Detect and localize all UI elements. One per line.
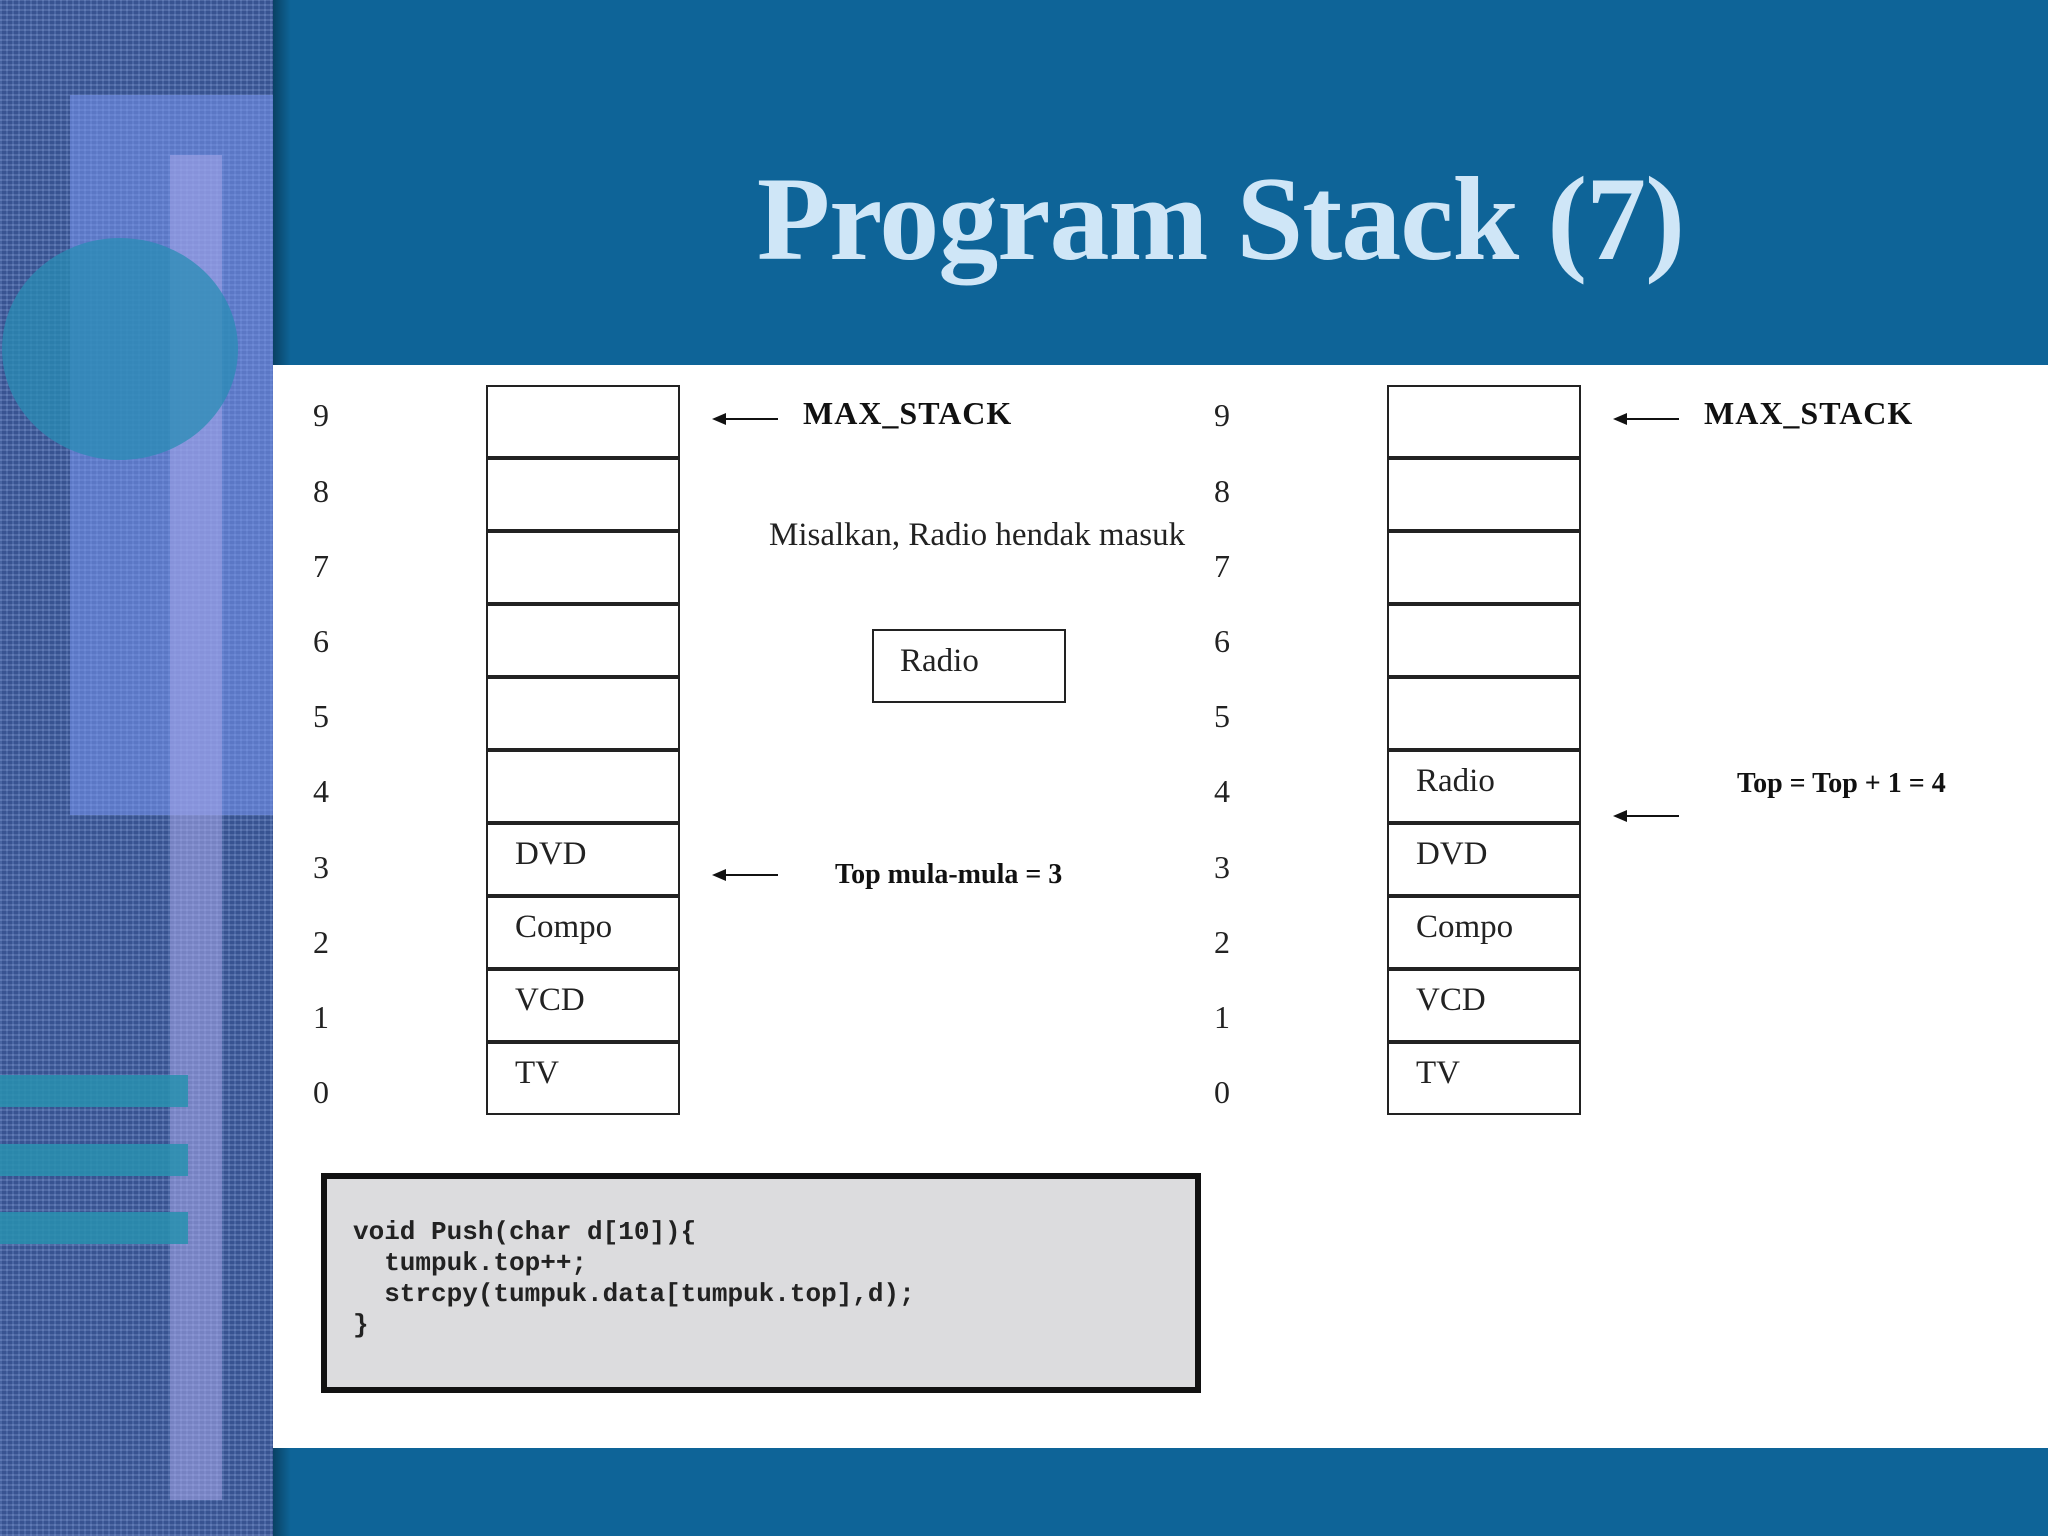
push-function-code: void Push(char d[10]){ tumpuk.top++; strcpy(tumpuk.data[tumpuk.top],d); } [353, 1217, 915, 1340]
stack-cell: Radio [1387, 750, 1581, 823]
stack-index: 1 [313, 999, 329, 1035]
slide-title: Program Stack (7) [756, 152, 1685, 285]
stack-cell: TV [486, 1042, 680, 1115]
stack-index: 6 [1214, 623, 1230, 659]
stack-cell [486, 458, 680, 531]
stack-cell: DVD [1387, 823, 1581, 896]
stack-index: 9 [313, 397, 329, 433]
stack-index: 7 [1214, 548, 1230, 584]
stack-cell [1387, 458, 1581, 531]
stack-index: 3 [313, 849, 329, 885]
stack-cell [1387, 677, 1581, 750]
stack-cell [1387, 604, 1581, 677]
stack-index: 6 [313, 623, 329, 659]
stack-index: 2 [313, 924, 329, 960]
sidebar-bar [0, 1212, 188, 1244]
stack-cell [1387, 531, 1581, 604]
stack-cell [486, 531, 680, 604]
stack-cell [486, 750, 680, 823]
stack-cell: Compo [486, 896, 680, 969]
arrow-left-icon [1613, 411, 1681, 427]
max-stack-label: MAX_STACK [1704, 395, 1914, 431]
stack-index: 9 [1214, 397, 1230, 433]
stack-index: 5 [313, 698, 329, 734]
stack-cell [486, 385, 680, 458]
sidebar-bar [0, 1075, 188, 1107]
stack-cell [486, 677, 680, 750]
slide-content [273, 365, 2048, 1448]
stack-index: 7 [313, 548, 329, 584]
arrow-left-icon [712, 411, 780, 427]
stack-index: 0 [313, 1074, 329, 1110]
stack-index: 8 [313, 473, 329, 509]
stack-index: 8 [1214, 473, 1230, 509]
stack-index: 4 [313, 773, 329, 809]
arrow-left-icon [1613, 808, 1681, 824]
top-updated-label: Top = Top + 1 = 4 [1737, 768, 1946, 799]
stack-index: 1 [1214, 999, 1230, 1035]
stack-cell [1387, 385, 1581, 458]
stack-cell: VCD [1387, 969, 1581, 1042]
stack-index: 5 [1214, 698, 1230, 734]
stack-cell: Compo [1387, 896, 1581, 969]
top-initial-label: Top mula-mula = 3 [835, 859, 1063, 890]
stack-cell: VCD [486, 969, 680, 1042]
code-box [321, 1173, 1201, 1393]
sidebar-circle [2, 238, 238, 460]
push-note: Misalkan, Radio hendak masuk [769, 517, 1186, 553]
sidebar-bar [0, 1144, 188, 1176]
stack-index: 3 [1214, 849, 1230, 885]
arrow-left-icon [712, 867, 780, 883]
stack-index: 2 [1214, 924, 1230, 960]
stack-index: 0 [1214, 1074, 1230, 1110]
max-stack-label: MAX_STACK [803, 395, 1013, 431]
stack-cell [486, 604, 680, 677]
stack-cell: TV [1387, 1042, 1581, 1115]
decorative-sidebar [0, 0, 273, 1536]
stack-index: 4 [1214, 773, 1230, 809]
stack-cell: DVD [486, 823, 680, 896]
incoming-item-box: Radio [872, 629, 1066, 703]
